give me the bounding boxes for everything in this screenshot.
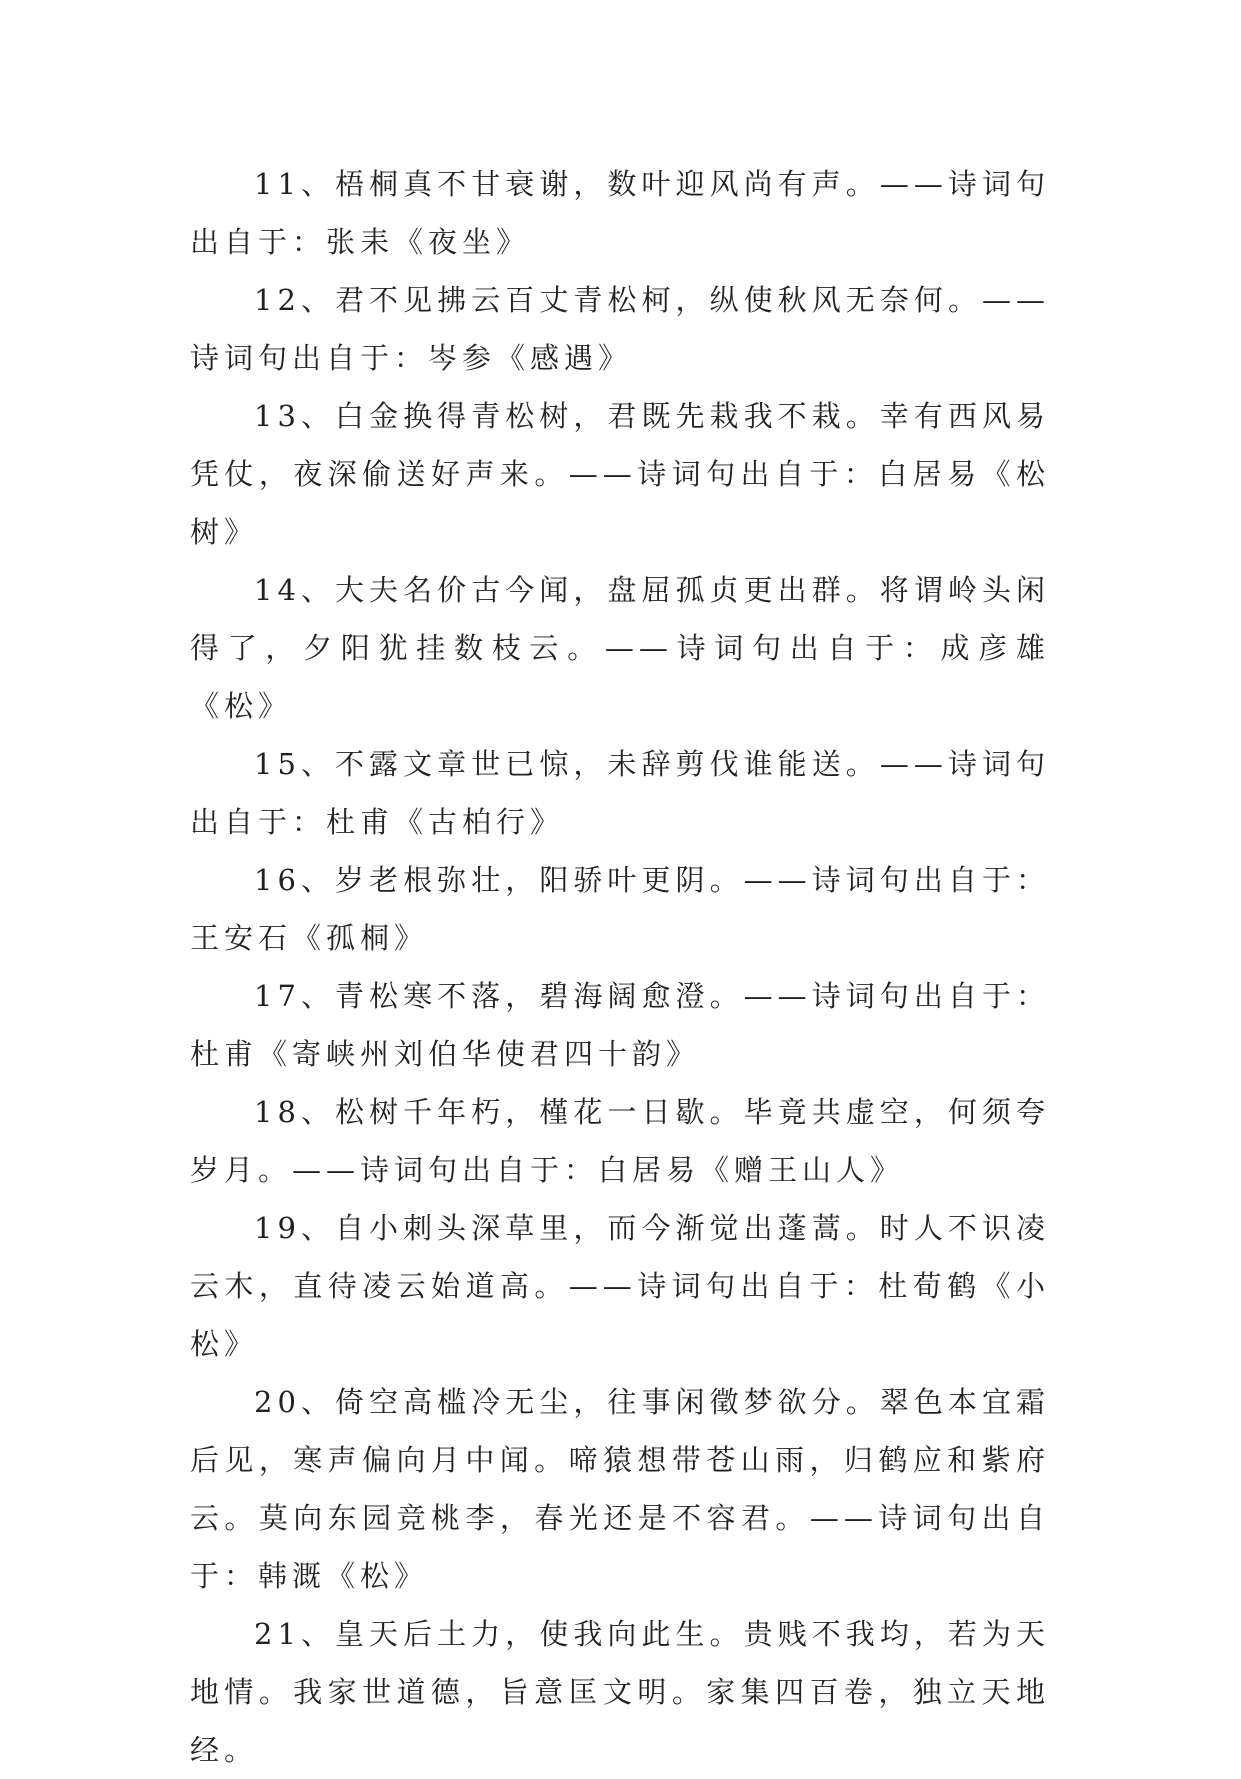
poem-entry-11: 11、梧桐真不甘衰谢，数叶迎风尚有声。——诗词句出自于：张耒《夜坐》 (190, 167, 1050, 259)
poem-entry-19: 19、自小刺头深草里，而今渐觉出蓬蒿。时人不识凌云木，直待凌云始道高。——诗词句出自于：杜荀鹤《小松》 (190, 1211, 1050, 1361)
poem-entry-12: 12、君不见拂云百丈青松柯，纵使秋风无奈何。——诗词句出自于：岑参《感遇》 (190, 283, 1050, 375)
poem-entry-13: 13、白金换得青松树，君既先栽我不栽。幸有西风易凭仗，夜深偷送好声来。——诗词句出自于：白居易《松树》 (190, 399, 1050, 549)
poem-entry-20: 20、倚空高槛冷无尘，往事闲徵梦欲分。翠色本宜霜后见，寒声偏向月中闻。啼猿想带苍山雨，归鹤应和紫府云。莫向东园竞桃李，春光还是不容君。——诗词句出自于：韩溉《松》 (190, 1385, 1050, 1593)
poem-entry-21: 21、皇天后土力，使我向此生。贵贱不我均，若为天地情。我家世道德，旨意匡文明。家集四百卷，独立天地经。 (190, 1617, 1050, 1767)
poem-entry-16: 16、岁老根弥壮，阳骄叶更阴。——诗词句出自于：王安石《孤桐》 (190, 863, 1050, 955)
poem-entry-18: 18、松树千年朽，槿花一日歇。毕竟共虚空，何须夸岁月。——诗词句出自于：白居易《赠王山人》 (190, 1095, 1050, 1187)
poem-entry-15: 15、不露文章世已惊，未辞剪伐谁能送。——诗词句出自于：杜甫《古柏行》 (190, 747, 1050, 839)
poem-entry-14: 14、大夫名价古今闻，盘屈孤贞更出群。将谓岭头闲得了，夕阳犹挂数枝云。——诗词句出自于：成彦雄《松》 (190, 573, 1050, 723)
poem-entry-17: 17、青松寒不落，碧海阔愈澄。——诗词句出自于：杜甫《寄峡州刘伯华使君四十韵》 (190, 979, 1050, 1071)
document-body (190, 155, 1050, 1779)
